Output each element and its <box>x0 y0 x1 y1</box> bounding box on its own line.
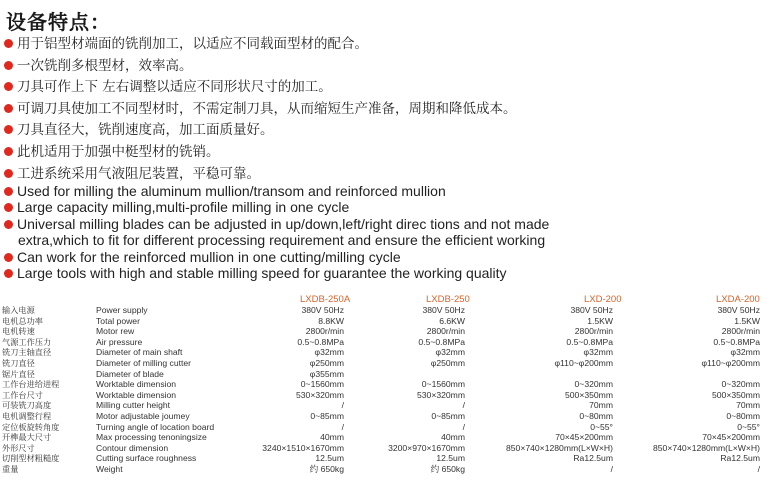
spec-row <box>0 464 770 475</box>
spec-label-cn: 电机总功率 <box>2 315 43 326</box>
spec-value-lxda-200: 2800r/min <box>721 326 760 337</box>
spec-value-lxd-200: φ32mm <box>583 347 613 358</box>
spec-label-cn: 气源工作压力 <box>2 336 52 347</box>
feature-cn-item <box>4 120 764 142</box>
feature-en-text: extra,which to fit for different processing requirement and ensure the efficient working <box>18 232 546 249</box>
page-title: 设备特点： <box>6 10 111 34</box>
spec-value-lxda-200: 500×350mm <box>711 389 760 400</box>
spec-label-cn: 切削型材粗糙度 <box>2 453 60 464</box>
spec-value-lxd-200: φ110~φ200mm <box>554 357 613 368</box>
spec-label-en: Turning angle of location board <box>96 421 215 432</box>
bullet-dot <box>4 187 13 196</box>
spec-row <box>0 347 770 358</box>
feature-cn-text: 刀具可作上下 左右调整以适应不同形状尺寸的加工。 <box>17 79 332 96</box>
feature-en-text: Universal milling blades can be adjusted in up/down,left/right direc tions and not made <box>17 215 550 232</box>
spec-value-lxdb-250a: / <box>341 421 344 432</box>
feature-en-item <box>4 183 764 199</box>
spec-row <box>0 390 770 401</box>
spec-label-cn: 铣刀主轴直径 <box>2 347 52 358</box>
spec-label-cn: 工作台尺寸 <box>2 389 43 400</box>
spec-value-lxdb-250: 40mm <box>441 432 465 443</box>
spec-value-lxd-200: / <box>610 463 613 474</box>
spec-row <box>0 379 770 390</box>
spec-value-lxda-200: 0~80mm <box>726 410 760 421</box>
spec-value-lxdb-250: φ32mm <box>435 347 465 358</box>
spec-value-lxdb-250: 3200×970×1670mm <box>388 442 465 453</box>
feature-cn-item <box>4 99 764 121</box>
spec-label-en: Weight <box>96 463 123 474</box>
feature-cn-item <box>4 77 764 99</box>
spec-row <box>0 443 770 454</box>
spec-label-cn: 工作台进给进程 <box>2 379 60 390</box>
feature-cn-item <box>4 34 764 56</box>
bullet-dot <box>4 253 13 262</box>
feature-en-item-continued <box>4 232 764 248</box>
feature-en-text: Large capacity milling,multi-profile milling in one cycle <box>17 199 350 216</box>
spec-value-lxdb-250: 530×320mm <box>416 389 465 400</box>
spec-row <box>0 453 770 464</box>
feature-en-item <box>4 216 764 232</box>
bullet-dot <box>4 39 13 48</box>
spec-value-lxdb-250: 0~1560mm <box>421 379 465 390</box>
spec-value-lxd-200: 0~320mm <box>574 379 613 390</box>
spec-value-lxdb-250: 12.5um <box>436 453 465 464</box>
spec-value-lxd-200: 850×740×1280mm(L×W×H) <box>505 442 613 453</box>
model-name: LXDA-200 <box>716 294 760 305</box>
spec-value-lxd-200: 0~55° <box>590 421 613 432</box>
feature-en-text: Large tools with high and stable milling speed for guarantee the working quality <box>17 265 507 282</box>
spec-value-lxd-200: 70×45×200mm <box>555 432 613 443</box>
spec-row <box>0 432 770 443</box>
spec-value-lxd-200: 0~80mm <box>579 410 613 421</box>
spec-label-en: Total power <box>96 315 140 326</box>
spec-value-lxda-200: 70×45×200mm <box>702 432 760 443</box>
bullet-dot <box>4 203 13 212</box>
spec-value-lxdb-250a: 3240×1510×1670mm <box>262 442 344 453</box>
spec-value-lxdb-250: 6.6KW <box>439 315 465 326</box>
feature-cn-text: 一次铣削多根型材，效率高。 <box>17 57 193 74</box>
feature-en-text: Used for milling the aluminum mullion/transom and reinforced mullion <box>17 183 446 199</box>
bullet-dot <box>4 82 13 91</box>
spec-label-en: Max processing tenoningsize <box>96 432 207 443</box>
spec-value-lxdb-250a: 0~85mm <box>310 410 344 421</box>
spec-label-en: Motor rew <box>96 326 135 337</box>
spec-row <box>0 326 770 337</box>
spec-label-cn: 定位板旋转角度 <box>2 421 60 432</box>
spec-label-en: Air pressure <box>96 336 143 347</box>
spec-label-en: Cutting surface roughness <box>96 453 197 464</box>
spec-label-en: Contour dimension <box>96 442 169 453</box>
spec-value-lxda-200: 850×740×1280mm(L×W×H) <box>652 442 760 453</box>
feature-cn-text: 刀具直径大，铣削速度高，加工面质量好。 <box>17 122 274 139</box>
spec-value-lxdb-250a: 380V 50Hz <box>301 305 344 315</box>
feature-cn-text: 此机适用于加强中梃型材的铣销。 <box>17 143 220 160</box>
spec-value-lxda-200: 70mm <box>736 400 760 411</box>
spec-value-lxda-200: 380V 50Hz <box>717 305 760 315</box>
spec-label-cn: 锯片直径 <box>2 368 35 379</box>
spec-value-lxdb-250: 0.5~0.8MPa <box>418 336 465 347</box>
spec-row <box>0 337 770 348</box>
spec-label-en: Diameter of milling cutter <box>96 357 192 368</box>
spec-value-lxdb-250: / <box>462 421 465 432</box>
spec-value-lxdb-250: / <box>462 400 465 411</box>
spec-value-lxdb-250a: / <box>341 400 344 411</box>
feature-cn-text: 工进系统采用气液阻尼装置，平稳可靠。 <box>17 165 260 182</box>
model-name: LXDB-250 <box>426 294 470 305</box>
spec-table <box>0 294 770 488</box>
bullet-dot <box>4 104 13 113</box>
features-cn-list <box>4 34 764 185</box>
model-name: LXD-200 <box>584 294 622 305</box>
spec-value-lxda-200: 0.5~0.8MPa <box>713 336 760 347</box>
spec-value-lxd-200: 0.5~0.8MPa <box>566 336 613 347</box>
spec-value-lxdb-250a: φ32mm <box>314 347 344 358</box>
spec-label-cn: 铣刀直径 <box>2 357 35 368</box>
spec-value-lxdb-250a: 40mm <box>320 432 344 443</box>
spec-value-lxdb-250: 0~85mm <box>431 410 465 421</box>
spec-label-cn: 可装铣刀高度 <box>2 400 52 411</box>
feature-en-item <box>4 265 764 281</box>
spec-value-lxdb-250a: 约 650kg <box>309 463 344 474</box>
feature-cn-text: 用于铝型材端面的铣削加工，以适应不同载面型材的配合。 <box>17 36 368 52</box>
spec-value-lxdb-250: 380V 50Hz <box>422 305 465 315</box>
spec-value-lxd-200: 500×350mm <box>564 389 613 400</box>
spec-label-en: Diameter of main shaft <box>96 347 183 358</box>
spec-value-lxd-200: 380V 50Hz <box>570 305 613 315</box>
spec-value-lxda-200: 0~320mm <box>721 379 760 390</box>
bullet-dot <box>4 169 13 178</box>
feature-cn-text: 可调刀具使加工不同型材时，不需定制刀具，从而缩短生产准备，周期和降低成本。 <box>17 100 517 117</box>
spec-label-en: Milling cutter height <box>96 400 171 411</box>
spec-value-lxd-200: 1.5KW <box>587 315 613 326</box>
bullet-dot <box>4 269 13 278</box>
features-en-list <box>4 183 764 281</box>
spec-label-cn: 外形尺寸 <box>2 442 35 453</box>
feature-en-item <box>4 249 764 265</box>
bullet-dot <box>4 220 13 229</box>
spec-label-cn: 电机调整行程 <box>2 410 52 421</box>
spec-label-en: Diameter of blade <box>96 368 164 379</box>
spec-label-en: Motor adjustable joumey <box>96 410 190 421</box>
spec-value-lxd-200: 70mm <box>589 400 613 411</box>
spec-row <box>0 305 770 316</box>
spec-row <box>0 400 770 411</box>
spec-value-lxd-200: Ra12.5um <box>573 453 613 464</box>
spec-row <box>0 316 770 327</box>
feature-en-text: Can work for the reinforced mullion in one cutting/milling cycle <box>17 248 401 265</box>
spec-value-lxd-200: 2800r/min <box>574 326 613 337</box>
spec-value-lxdb-250a: 12.5um <box>315 453 344 464</box>
spec-value-lxda-200: 0~55° <box>737 421 760 432</box>
spec-value-lxda-200: Ra12.5um <box>720 453 760 464</box>
spec-label-en: Power supply <box>96 305 148 315</box>
spec-rows <box>0 305 770 475</box>
spec-value-lxda-200: 1.5KW <box>734 315 760 326</box>
spec-label-en: Worktable dimension <box>96 379 177 390</box>
bullet-dot <box>4 125 13 134</box>
spec-value-lxdb-250a: 530×320mm <box>295 389 344 400</box>
feature-cn-item <box>4 164 764 186</box>
spec-value-lxdb-250a: 0~1560mm <box>300 379 344 390</box>
spec-label-cn: 开榫最大尺寸 <box>2 432 52 443</box>
spec-value-lxda-200: φ110~φ200mm <box>701 357 760 368</box>
spec-value-lxdb-250a: 0.5~0.8MPa <box>297 336 344 347</box>
spec-value-lxda-200: φ32mm <box>730 347 760 358</box>
spec-row <box>0 411 770 422</box>
bullet-dot <box>4 147 13 156</box>
spec-value-lxdb-250: φ250mm <box>430 357 465 368</box>
spec-label-cn: 电机转速 <box>2 326 35 337</box>
spec-row <box>0 358 770 369</box>
spec-row <box>0 369 770 380</box>
spec-value-lxdb-250a: φ355mm <box>309 368 344 379</box>
spec-row <box>0 422 770 433</box>
feature-cn-item <box>4 142 764 164</box>
spec-label-cn: 输入电源 <box>2 305 35 315</box>
spec-label-cn: 重量 <box>2 463 19 474</box>
spec-value-lxda-200: / <box>757 463 760 474</box>
spec-value-lxdb-250a: φ250mm <box>309 357 344 368</box>
spec-value-lxdb-250a: 2800r/min <box>305 326 344 337</box>
feature-en-item <box>4 199 764 215</box>
spec-value-lxdb-250: 约 650kg <box>430 463 465 474</box>
bullet-dot <box>4 61 13 70</box>
spec-value-lxdb-250: 2800r/min <box>426 326 465 337</box>
feature-cn-item <box>4 56 764 78</box>
model-name: LXDB-250A <box>300 294 351 305</box>
spec-value-lxdb-250a: 8.8KW <box>318 315 344 326</box>
spec-label-en: Worktable dimension <box>96 389 177 400</box>
